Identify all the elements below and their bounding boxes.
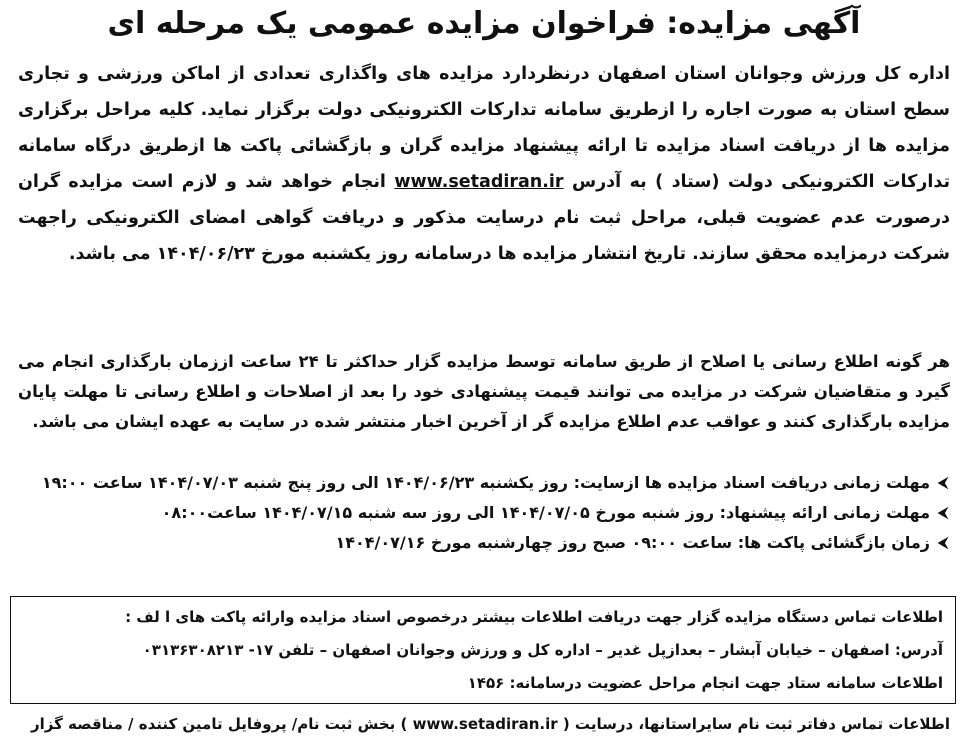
footer-url: www.setadiran.ir <box>412 715 558 733</box>
intro-text-part1: اداره کل ورزش وجوانان استان اصفهان درنظردارد مزایده های واگذاری تعدادی از اماکن ورزشی و تجاری سطح استان به صورت اجاره را ازطریق سامانه تدارکات الکترونیکی دولت برگزار نماید. کلیه مراحل برگزاری مزایده ها از دریافت اسناد مزایده تا ارائه پیشنهاد مزایده گران و بازگشائی پاکت ها ازطریق درگاه سامانه تدارکات الکترونیکی دولت (ستاد ) به آدرس <box>18 64 951 192</box>
footer-text-part1: اطلاعات تماس دفاتر ثبت نام سایراستانها، درسایت ( <box>562 715 950 733</box>
footer-text-part2: ) بخش ثبت نام/ پروفایل تامین کننده / مناقصه گزار <box>31 715 408 733</box>
schedule-item-opening <box>18 528 950 558</box>
notice-title: آگهی مزایده: فراخوان مزایده عمومی یک مرحله ای <box>107 6 861 41</box>
contact-address: آدرس: اصفهان – خیابان آبشار – بعدازپل غدیر – اداره کل و ورزش وجوانان اصفهان – تلفن ۱۷- ۰۳۱۳۶۳۰۸۲۱۳ <box>142 641 943 659</box>
schedule-item-documents <box>18 468 950 498</box>
footer-line <box>18 710 950 738</box>
intro-text-part2: انجام خواهد شد و لازم است مزایده گران درصورت عدم عضویت قبلی، مراحل ثبت نام درسایت مذکور و دریافت گواهی امضای الکترونیکی راجهت شرکت درمزایده محقق سازند. تاریخ انتشار مزایده ها درسامانه روز یکشنبه مورخ ۱۴۰۴/۰۶/۲۳ می باشد. <box>18 172 950 264</box>
schedule-text: مهلت زمانی ارائه پیشنهاد: روز شنبه مورخ ۱۴۰۴/۰۷/۰۵ الی روز سه شنبه ۱۴۰۴/۰۷/۱۵ ساعت۰۸:۰۰ <box>161 503 930 522</box>
schedule-list <box>18 468 950 558</box>
contact-box <box>10 596 956 704</box>
intro-paragraph <box>18 56 950 272</box>
arrow-bullet-icon: ⮜ <box>938 475 948 491</box>
schedule-item-proposal <box>18 498 950 528</box>
contact-heading: اطلاعات تماس دستگاه مزایده گزار جهت دریافت اطلاعات بیشتر درخصوص اسناد مزایده وارائه پاکت های ا لف : <box>125 608 943 626</box>
setadiran-url: www.setadiran.ir <box>394 172 564 192</box>
schedule-text: زمان بازگشائی پاکت ها: ساعت ۰۹:۰۰ صبح روز چهارشنبه مورخ ۱۴۰۴/۰۷/۱۶ <box>335 533 930 552</box>
schedule-text: مهلت زمانی دریافت اسناد مزایده ها ازسایت: روز یکشنبه ۱۴۰۴/۰۶/۲۳ الی روز پنج شنبه ۱۴۰۴/۰۷/۰۳ ساعت ۱۹:۰۰ <box>41 473 930 492</box>
arrow-bullet-icon: ⮜ <box>938 535 948 551</box>
arrow-bullet-icon: ⮜ <box>938 505 948 521</box>
contact-setad-info: اطلاعات سامانه ستاد جهت انجام مراحل عضویت درسامانه: ۱۴۵۶ <box>467 674 943 692</box>
notice-paragraph: هر گونه اطلاع رسانی یا اصلاح از طریق سامانه توسط مزایده گزار حداکثر تا ۲۴ ساعت اززمان بارگذاری انجام می گیرد و متقاضیان شرکت در مزایده می توانند قیمت پیشنهادی خود را بعد از اصلاحات و اطلاع رسانی تا مهلت پایان مزایده بارگذاری کنند و عواقب عدم اطلاع مزایده گر از آخرین اخبار منتشر شده در سایت به عهده ایشان می باشد. <box>18 352 951 431</box>
